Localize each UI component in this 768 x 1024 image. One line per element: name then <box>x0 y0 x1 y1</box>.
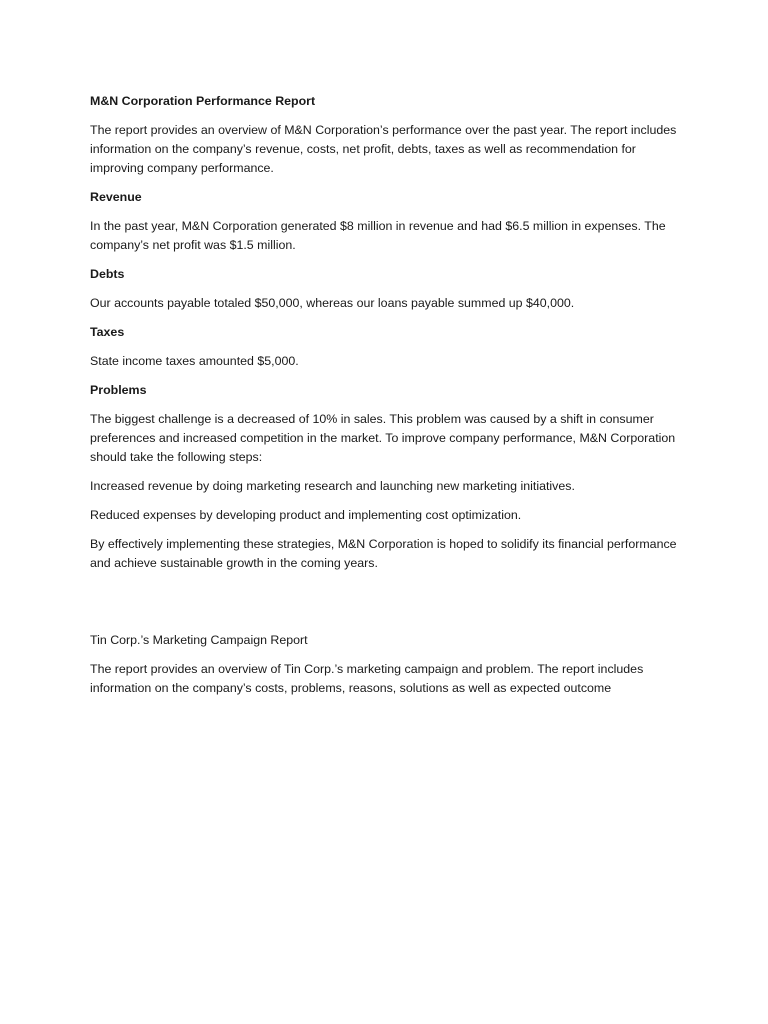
problems-paragraph: The biggest challenge is a decreased of 10% in sales. This problem was caused by a shift in consumer preferences and increased competition in the market. To improve company performance, M&N Corporation should take the following steps: <box>90 412 676 464</box>
section-heading-revenue: Revenue <box>90 190 142 204</box>
revenue-paragraph: In the past year, M&N Corporation generated $8 million in revenue and had $6.5 million in expenses. The company’s net profit was $1.5 million. <box>90 219 666 252</box>
document-body <box>90 92 680 708</box>
section-heading-debts: Debts <box>90 267 125 281</box>
report-title-mn: M&N Corporation Performance Report <box>90 94 316 108</box>
report-intro-tin: The report provides an overview of Tin Corp.’s marketing campaign and problem. The report includes information on the company’s costs, problems, reasons, solutions as well as expected outcome <box>90 662 644 695</box>
conclusion-paragraph: By effectively implementing these strategies, M&N Corporation is hoped to solidify its financial performance and achieve sustainable growth in the coming years. <box>90 537 677 570</box>
step-revenue-paragraph: Increased revenue by doing marketing research and launching new marketing initiatives. <box>90 479 575 493</box>
report-intro-mn: The report provides an overview of M&N Corporation’s performance over the past year. The report includes information on the company’s revenue, costs, net profit, debts, taxes as well as recommendation for improving company performance. <box>90 123 677 175</box>
step-expenses-paragraph: Reduced expenses by developing product and implementing cost optimization. <box>90 508 522 522</box>
debts-paragraph: Our accounts payable totaled $50,000, whereas our loans payable summed up $40,000. <box>90 296 575 310</box>
taxes-paragraph: State income taxes amounted $5,000. <box>90 354 299 368</box>
section-spacer <box>90 583 680 631</box>
report-title-tin: Tin Corp.’s Marketing Campaign Report <box>90 633 308 647</box>
section-heading-taxes: Taxes <box>90 325 125 339</box>
section-heading-problems: Problems <box>90 383 147 397</box>
